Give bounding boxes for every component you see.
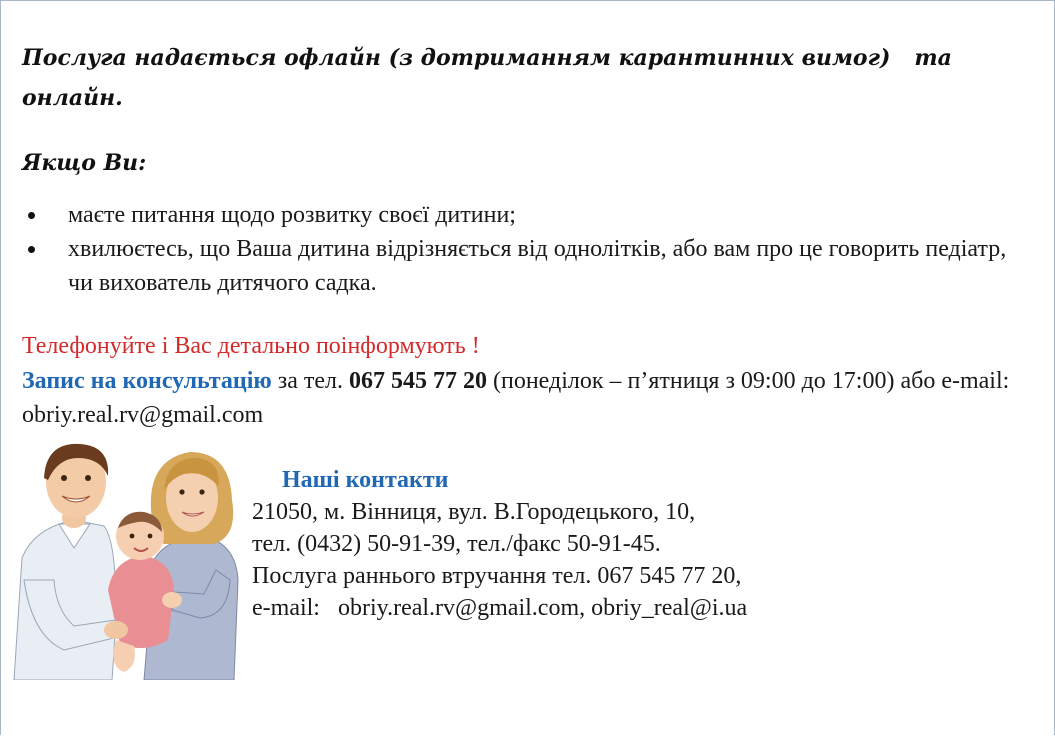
contacts-block xyxy=(252,464,1032,624)
man-eye-left xyxy=(61,475,67,481)
woman-eye-right xyxy=(199,489,204,494)
contacts-heading: Наші контакти xyxy=(282,467,449,493)
condition-list xyxy=(28,198,1018,300)
appointment-label: Запис на консультацію xyxy=(22,368,272,394)
appointment-info xyxy=(22,364,1032,432)
list-item-text: хвилюєтесь, що Ваша дитина відрізняється від однолітків, або вам про це говорить педіатр, чи вихователь дитячого садка. xyxy=(68,236,1007,296)
baby-eye-left xyxy=(130,534,135,539)
bullet-icon xyxy=(28,246,35,253)
intro-text-part1: Послуга надається офлайн (з дотриманням карантинних вимог) xyxy=(22,45,891,71)
call-to-action: Телефонуйте і Вас детально поінформують ! xyxy=(22,333,480,359)
contacts-address: 21050, м. Вінниця, вул. В.Городецького, 10, xyxy=(252,499,696,525)
man-hand xyxy=(104,621,128,639)
appointment-hours: (понеділок – п’ятниця з 09:00 до 17:00) або e-mail: obriy.real.rv@gmail.com xyxy=(22,368,1010,428)
contacts-phones: тел. (0432) 50-91-39, тел./факс 50-91-45. xyxy=(252,531,661,557)
appointment-phone-prefix: за тел. xyxy=(271,368,349,394)
question-heading: Якщо Ви: xyxy=(22,150,147,176)
woman-hand xyxy=(162,592,182,608)
contacts-early-intervention: Послуга раннього втручання тел. 067 545 77 20, xyxy=(252,563,742,589)
family-illustration xyxy=(4,440,244,680)
list-item xyxy=(28,198,1018,232)
woman-eye-left xyxy=(179,489,184,494)
baby-eye-right xyxy=(148,534,153,539)
service-intro xyxy=(22,38,1032,118)
bullet-icon xyxy=(28,212,35,219)
intro-text-part2: та онлайн. xyxy=(22,45,952,111)
appointment-phone: 067 545 77 20 xyxy=(348,368,487,394)
list-item xyxy=(28,232,1018,300)
list-item-text: маєте питання щодо розвитку своєї дитини; xyxy=(68,202,516,228)
man-eye-right xyxy=(85,475,91,481)
contacts-email: e-mail: obriy.real.rv@gmail.com, obriy_real@i.ua xyxy=(252,595,748,621)
